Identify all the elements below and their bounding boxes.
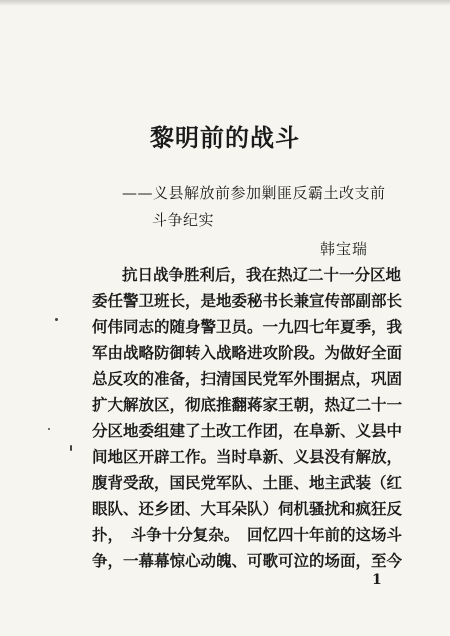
scan-edge-shadow (0, 0, 450, 6)
body-line: 抗日战争胜利后，我在热辽二十一分区地 (122, 265, 402, 284)
scan-speck (48, 428, 50, 430)
page-number: 1 (372, 572, 382, 588)
scan-speck (70, 445, 72, 451)
body-line: 委任警卫班长，是地委秘书长兼宣传部副部长 (92, 291, 403, 310)
body-line: 扑， 斗争十分复杂。 回忆四十年前的这场斗 (92, 525, 403, 544)
scan-speck (55, 318, 58, 321)
body-text (92, 262, 410, 574)
body-line: 争，一幕幕惊心动魄、可歌可泣的场面，至今 (92, 551, 403, 570)
body-line: 何伟同志的随身警卫员。一九四七年夏季，我 (92, 317, 403, 336)
body-line: 扩大解放区，彻底推翻蒋家王朝，热辽二十一 (92, 395, 403, 414)
body-line: 总反攻的准备，扫清国民党军外围据点，巩固 (92, 369, 403, 388)
body-line: 分区地委组建了土改工作团，在阜新、义县中 (92, 421, 403, 440)
body-line: 腹背受敌，国民党军队、土匪、地主武装（红 (92, 473, 403, 492)
body-line: 军由战略防御转入战略进攻阶段。为做好全面 (92, 343, 403, 362)
page-title: 黎明前的战斗 (150, 123, 300, 152)
body-line: 眼队、还乡团、大耳朵队）伺机骚扰和疯狂反 (92, 499, 403, 518)
subtitle-line-1: ——义县解放前参加剿匪反霸土改支前 (122, 184, 386, 202)
subtitle (122, 180, 386, 234)
author-name: 韩宝瑞 (320, 240, 369, 258)
subtitle-line-2: 斗争纪实 (152, 211, 215, 229)
body-line: 间地区开辟工作。当时阜新、义县没有解放， (92, 447, 403, 466)
